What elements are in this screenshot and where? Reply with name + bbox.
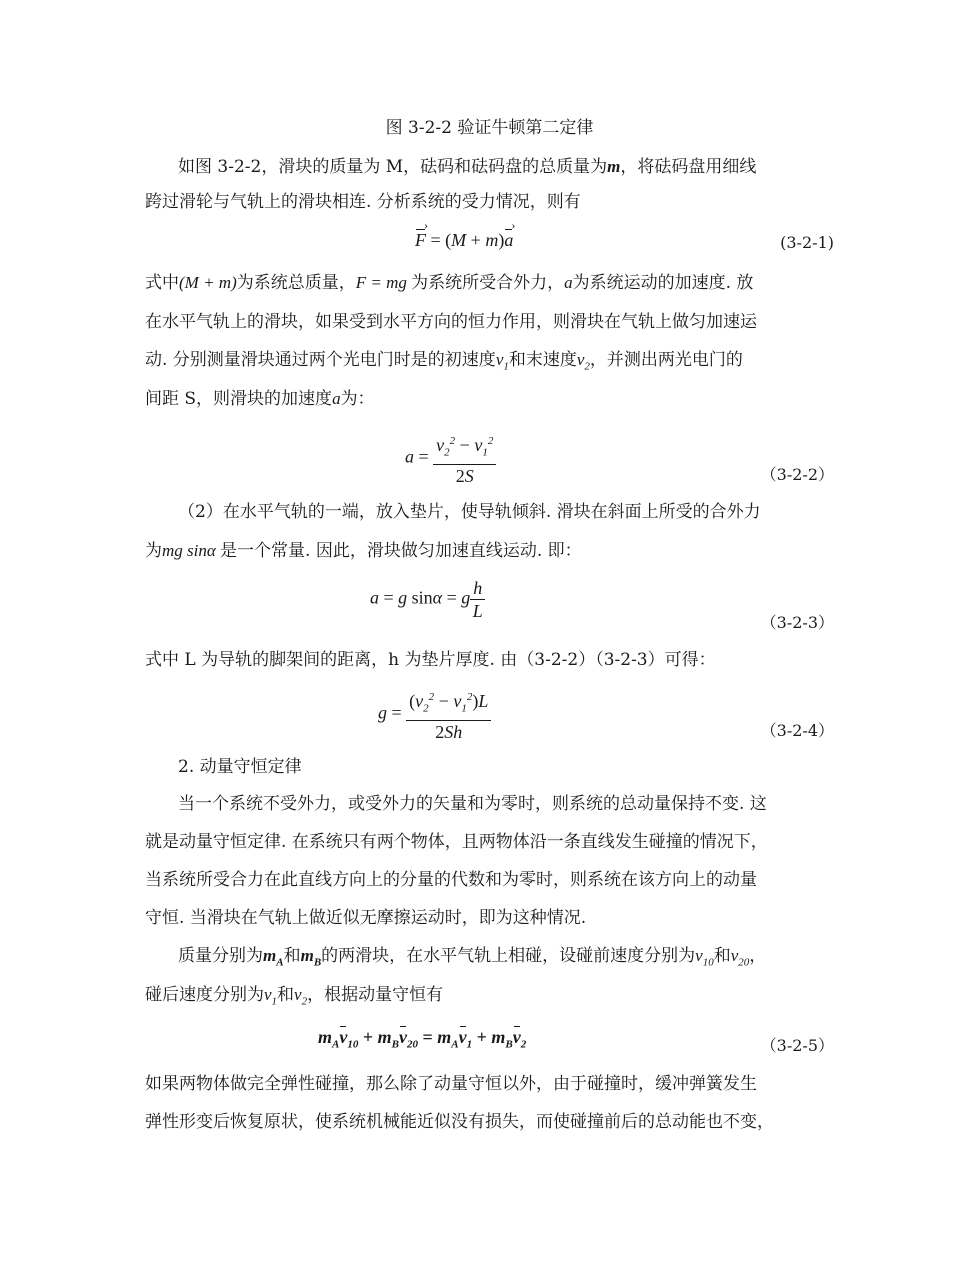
paragraph-6-line-1	[178, 944, 868, 974]
symbol-v1: $v_1$	[264, 985, 278, 1008]
paragraph-5-line-2: 就是动量守恒定律. 在系统只有两个物体，且两物体沿一条直线发生碰撞的情况下，	[145, 832, 768, 852]
text: 质量分别为	[178, 946, 263, 966]
symbol-mB: $m_B$	[300, 946, 322, 969]
equation-3-2-5: $m_Av_{10} + m_Bv_{20} = m_Av_1 + m_Bv_2$	[318, 1027, 527, 1051]
paragraph-1-line-2: 跨过滑轮与气轨上的滑块相连. 分析系统的受力情况，则有	[145, 192, 581, 212]
paragraph-5-line-1: 当一个系统不受外力，或受外力的矢量和为零时，则系统的总动量保持不变. 这	[178, 794, 767, 814]
symbol-a: a	[332, 389, 341, 408]
text: 碰后速度分别为	[145, 985, 264, 1005]
text: 是一个常量. 因此，滑块做匀加速直线运动. 即：	[220, 541, 582, 561]
symbol-a: a	[564, 273, 573, 292]
text: 和末速度	[508, 350, 577, 370]
text: 和	[277, 985, 295, 1005]
section-2-title: 2. 动量守恒定律	[178, 757, 302, 777]
text: ，根据动量守恒有	[307, 985, 444, 1005]
text: 如图 3-2-2，滑块的质量为 M，砝码和砝码盘的总质量为	[178, 157, 608, 177]
text: ，	[749, 946, 767, 966]
text: 为系统运动的加速度. 放	[572, 273, 754, 293]
paragraph-1-line-1	[178, 155, 868, 179]
text: 动. 分别测量滑块通过两个光电门时是的初速度	[145, 350, 496, 370]
symbol-v10: $v_{10}$	[695, 946, 714, 969]
equation-3-2-3: a = g sinα = g $\frac{h}{L}$	[370, 577, 485, 622]
equation-3-2-1: F › = (M + m)a ›	[415, 230, 513, 251]
symbol-m: m	[607, 157, 621, 176]
symbol-v2: $v_2$	[576, 350, 590, 373]
paragraph-3-line-1: （2）在水平气轨的一端，放入垫片，使导轨倾斜. 滑块在斜面上所受的合外力	[178, 502, 761, 522]
text: 为系统所受合外力，	[411, 273, 565, 293]
text: 式中	[145, 273, 179, 293]
equation-3-2-2: a = $\frac{v_2^2 - v_1^2}{2S}$	[405, 430, 496, 487]
formula-mg-sin-alpha: mg sinα	[162, 541, 221, 560]
paragraph-7-line-2: 弹性形变后恢复原状，使系统机械能近似没有损失，而使碰撞前后的总动能也不变，	[145, 1112, 774, 1132]
figure-caption: 图 3-2-2 验证牛顿第二定律	[385, 118, 594, 138]
formula-total-mass: (M + m)	[179, 273, 237, 292]
text: 和	[283, 946, 301, 966]
symbol-v2: $v_2$	[294, 985, 308, 1008]
paragraph-5-line-3: 当系统所受合力在此直线方向上的分量的代数和为零时，则系统在该方向上的动量	[145, 870, 757, 890]
symbol-v20: $v_{20}$	[730, 946, 750, 969]
text: ，并测出两光电门的	[589, 350, 743, 370]
text: 为	[145, 541, 162, 561]
text: 间距 S，则滑块的加速度	[145, 389, 333, 409]
text: 和	[713, 946, 731, 966]
equation-3-2-4: g = $\frac{(v_2^2 - v_1^2)L}{2Sh}$	[378, 686, 491, 743]
paragraph-4-line-1: 式中 L 为导轨的脚架间的距离，h 为垫片厚度. 由（3-2-2）（3-2-3）可得：	[145, 650, 716, 670]
paragraph-3-line-2	[145, 539, 835, 563]
equation-number-2: （3-2-2）	[760, 465, 834, 484]
paragraph-2-line-2: 在水平气轨上的滑块，如果受到水平方向的恒力作用，则滑块在气轨上做匀加速运	[145, 312, 757, 332]
paragraph-6-line-2	[145, 983, 835, 1013]
paragraph-2-line-1	[145, 271, 835, 295]
paragraph-2-line-4	[145, 387, 835, 411]
equation-number-3: （3-2-3）	[760, 613, 834, 632]
text: 为：	[340, 389, 375, 409]
symbol-v1: $v_1$	[495, 350, 509, 373]
text: ，将砝码盘用细线	[620, 157, 757, 177]
paragraph-2-line-3	[145, 348, 835, 378]
text: 为系统总质量，	[236, 273, 356, 293]
paragraph-5-line-4: 守恒. 当滑块在气轨上做近似无摩擦运动时，即为这种情况.	[145, 908, 587, 928]
text: 的两滑块，在水平气轨上相碰，设碰前速度分别为	[321, 946, 696, 966]
equation-number-1: (3-2-1)	[780, 233, 834, 252]
symbol-mA: $m_A$	[263, 946, 284, 969]
formula-force: F = mg	[355, 273, 412, 292]
equation-number-5: （3-2-5）	[760, 1036, 834, 1055]
equation-number-4: （3-2-4）	[760, 721, 834, 740]
paragraph-7-line-1: 如果两物体做完全弹性碰撞，那么除了动量守恒以外，由于碰撞时，缓冲弹簧发生	[145, 1074, 757, 1094]
